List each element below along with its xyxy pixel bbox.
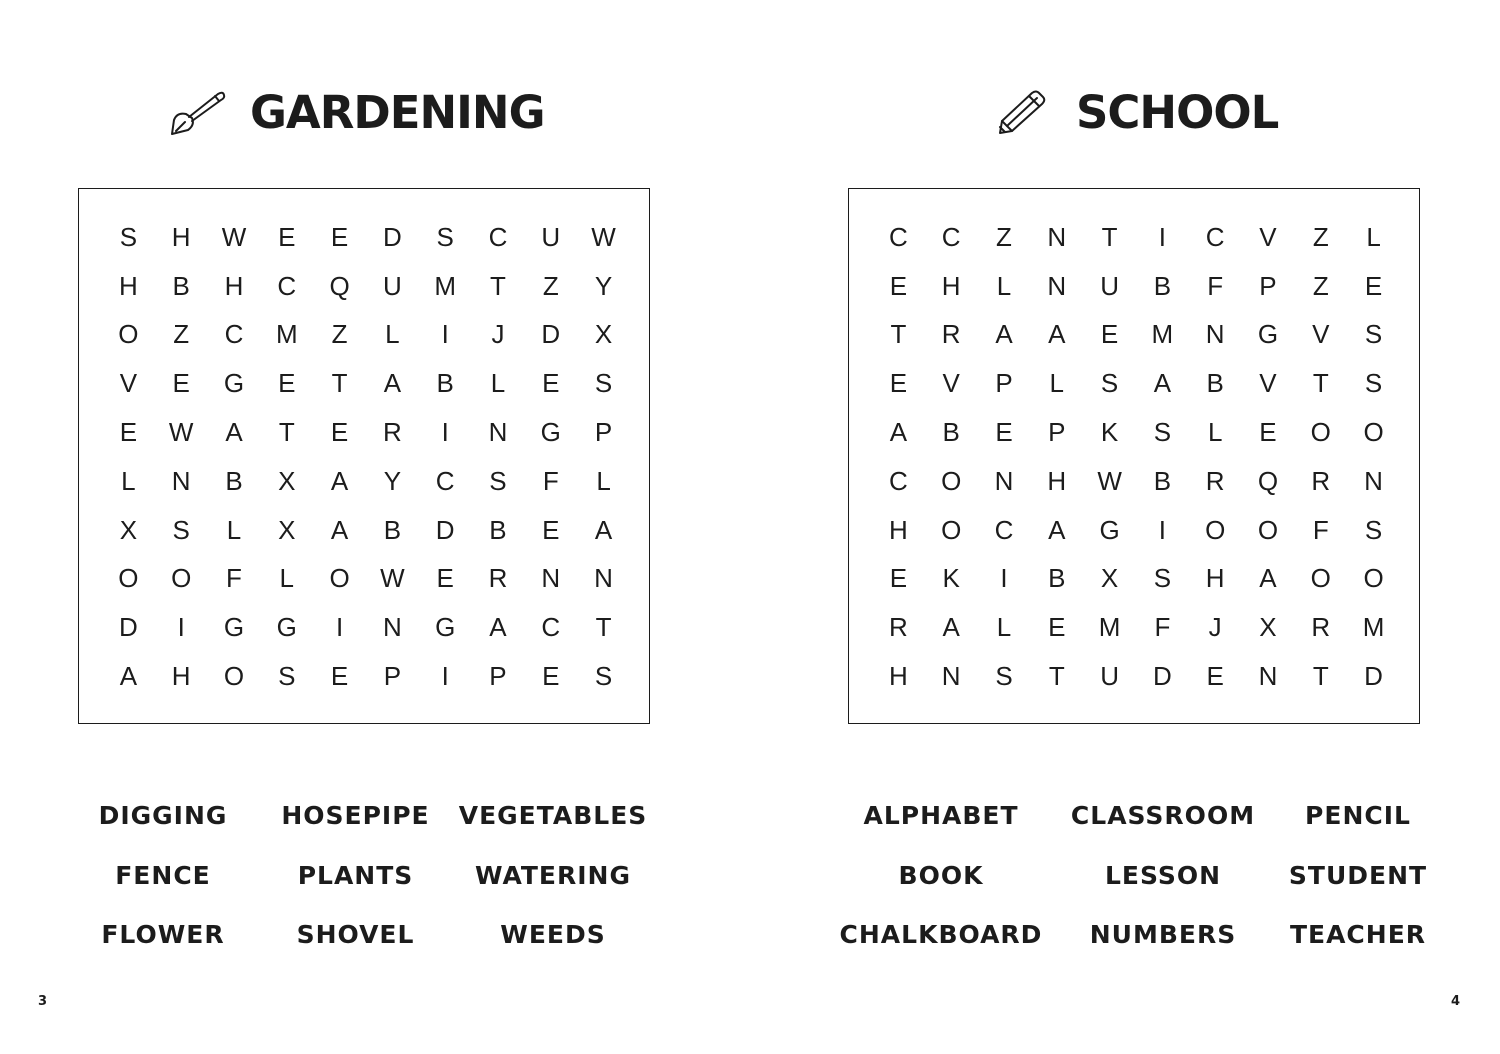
grid-letter[interactable]: O (941, 465, 962, 496)
grid-letter[interactable]: P (383, 661, 402, 692)
grid-letter[interactable]: R (488, 563, 508, 594)
word-search-grid (848, 188, 1420, 724)
grid-letter[interactable]: T (1048, 661, 1065, 692)
grid-letter[interactable]: A (942, 612, 960, 643)
grid-letter[interactable]: W (591, 221, 616, 252)
grid-letter[interactable]: N (594, 563, 613, 594)
grid-letter[interactable]: Y (594, 270, 613, 301)
grid-letter[interactable]: P (1048, 417, 1066, 448)
grid-letter[interactable]: N (994, 465, 1014, 496)
grid-letter[interactable]: B (1048, 563, 1066, 594)
search-word: STUDENT (1288, 860, 1428, 890)
grid-letter[interactable]: Z (1312, 221, 1329, 252)
grid-letter[interactable]: K (1100, 417, 1119, 448)
grid-letter[interactable]: I (1158, 514, 1166, 545)
search-word: HOSEPIPE (281, 801, 430, 831)
grid-letter[interactable]: H (119, 270, 138, 301)
gardening-heading (168, 84, 545, 140)
grid-letter[interactable]: P (594, 417, 613, 448)
grid-letter[interactable]: C (889, 221, 908, 252)
grid-letter[interactable]: T (1312, 661, 1329, 692)
grid-letter[interactable]: N (382, 612, 402, 643)
grid-letter[interactable]: X (278, 514, 296, 545)
grid-letter[interactable]: N (1205, 319, 1225, 350)
right-page (750, 0, 1500, 1054)
grid-letter[interactable]: F (1207, 270, 1224, 301)
grid-letter[interactable]: E (119, 417, 138, 448)
grid-letter[interactable]: O (329, 563, 350, 594)
grid-letter[interactable]: L (385, 319, 400, 350)
grid-letter[interactable]: P (995, 368, 1013, 399)
grid-letter[interactable]: S (1364, 319, 1383, 350)
grid-letter[interactable]: T (595, 612, 612, 643)
search-word: LESSON (1104, 860, 1222, 890)
grid-letter[interactable]: I (1158, 221, 1166, 252)
grid-letter[interactable]: D (382, 221, 402, 252)
grid-letter[interactable]: E (889, 270, 908, 301)
grid-letter[interactable]: N (488, 417, 508, 448)
grid-letter[interactable]: A (330, 514, 349, 545)
grid-letter[interactable]: X (278, 465, 296, 496)
search-word: WEEDS (500, 920, 606, 950)
grid-letter[interactable]: D (1152, 661, 1172, 692)
grid-letter[interactable]: A (489, 612, 507, 643)
grid-letter[interactable]: Z (331, 319, 348, 350)
grid-letter[interactable]: N (1047, 270, 1067, 301)
grid-letter[interactable]: C (1205, 221, 1225, 252)
grid-letter[interactable]: T (490, 270, 506, 301)
grid-letter[interactable]: U (382, 270, 402, 301)
word-list (830, 786, 1442, 965)
page-title: GARDENING (250, 85, 545, 139)
grid-letter[interactable]: R (889, 612, 908, 643)
grid-letter[interactable]: E (1048, 612, 1066, 643)
grid-letter[interactable]: L (490, 368, 506, 399)
grid-letter[interactable]: B (383, 514, 402, 545)
letter-grid (102, 213, 630, 701)
grid-letter[interactable]: E (330, 661, 349, 692)
search-word: CLASSROOM (1070, 801, 1256, 831)
grid-letter[interactable]: E (995, 417, 1013, 448)
grid-letter[interactable]: B (172, 270, 190, 301)
grid-letter[interactable]: M (275, 319, 298, 350)
grid-letter[interactable]: L (1049, 368, 1065, 399)
word-search-grid (78, 188, 650, 724)
grid-letter[interactable]: A (330, 465, 349, 496)
trowel-icon (168, 87, 228, 137)
grid-letter[interactable]: H (171, 661, 191, 692)
grid-letter[interactable]: J (1208, 612, 1222, 643)
grid-letter[interactable]: C (277, 270, 297, 301)
page-title: SCHOOL (1076, 85, 1279, 139)
grid-letter[interactable]: T (890, 319, 907, 350)
grid-letter[interactable]: C (541, 612, 561, 643)
grid-letter[interactable]: C (994, 514, 1014, 545)
page-number: 4 (1451, 994, 1461, 1009)
grid-letter[interactable]: O (118, 563, 139, 594)
school-heading (994, 84, 1278, 140)
grid-letter[interactable]: Q (329, 270, 350, 301)
grid-letter[interactable]: I (335, 612, 344, 643)
grid-letter[interactable]: L (1366, 221, 1381, 252)
grid-letter[interactable]: E (330, 221, 349, 252)
page-number: 3 (38, 994, 48, 1009)
grid-letter[interactable]: R (1205, 465, 1225, 496)
grid-letter[interactable]: W (1097, 465, 1122, 496)
grid-letter[interactable]: R (1311, 465, 1331, 496)
grid-letter[interactable]: S (1153, 417, 1172, 448)
grid-letter[interactable]: U (1100, 270, 1119, 301)
grid-letter[interactable]: E (278, 221, 296, 252)
grid-letter[interactable]: E (542, 368, 560, 399)
grid-letter[interactable]: S (1100, 368, 1119, 399)
grid-letter[interactable]: V (1259, 368, 1277, 399)
grid-letter[interactable]: W (380, 563, 405, 594)
word-list (58, 786, 663, 965)
grid-letter[interactable]: A (225, 417, 243, 448)
grid-letter[interactable]: G (1257, 319, 1279, 350)
grid-letter[interactable]: F (226, 563, 242, 594)
grid-letter[interactable]: G (540, 417, 561, 448)
grid-letter[interactable]: P (489, 661, 507, 692)
grid-letter[interactable]: N (1364, 465, 1383, 496)
grid-letter[interactable]: F (542, 465, 559, 496)
grid-letter[interactable]: V (1259, 221, 1277, 252)
grid-letter[interactable]: X (1259, 612, 1277, 643)
grid-letter[interactable]: L (596, 465, 611, 496)
grid-letter[interactable]: S (594, 368, 613, 399)
grid-letter[interactable]: S (1364, 514, 1383, 545)
grid-letter[interactable]: G (276, 612, 297, 643)
grid-letter[interactable]: E (1259, 417, 1277, 448)
pencil-icon (994, 87, 1054, 137)
grid-letter[interactable]: S (172, 514, 190, 545)
grid-letter[interactable]: S (1364, 368, 1383, 399)
grid-letter[interactable]: A (594, 514, 613, 545)
grid-letter[interactable]: L (996, 270, 1012, 301)
search-word: PLANTS (297, 860, 414, 890)
grid-letter[interactable]: S (995, 661, 1013, 692)
grid-letter[interactable]: I (177, 612, 185, 643)
grid-letter[interactable]: D (541, 319, 561, 350)
grid-letter[interactable]: H (889, 661, 908, 692)
grid-letter[interactable]: C (889, 465, 908, 496)
grid-letter[interactable]: G (1099, 514, 1120, 545)
search-word: BOOK (898, 860, 984, 890)
grid-letter[interactable]: E (330, 417, 349, 448)
grid-letter[interactable]: N (1047, 221, 1067, 252)
grid-letter[interactable]: I (441, 661, 449, 692)
search-word: NUMBERS (1089, 920, 1237, 950)
search-word: ALPHABET (863, 801, 1019, 831)
grid-letter[interactable]: O (223, 661, 245, 692)
grid-letter[interactable]: X (1100, 563, 1119, 594)
grid-letter[interactable]: B (942, 417, 960, 448)
grid-letter[interactable]: G (435, 612, 456, 643)
grid-letter[interactable]: B (1206, 368, 1224, 399)
search-word: FLOWER (101, 920, 225, 950)
grid-letter[interactable]: A (1153, 368, 1172, 399)
grid-letter[interactable]: K (942, 563, 960, 594)
grid-letter[interactable]: A (1048, 514, 1066, 545)
grid-letter[interactable]: E (889, 368, 908, 399)
grid-letter[interactable]: I (441, 417, 449, 448)
grid-letter[interactable]: L (226, 514, 242, 545)
grid-letter[interactable]: L (121, 465, 136, 496)
grid-letter[interactable]: S (436, 221, 454, 252)
grid-letter[interactable]: B (1153, 270, 1172, 301)
grid-letter[interactable]: F (1154, 612, 1171, 643)
grid-letter[interactable]: U (1100, 661, 1119, 692)
grid-letter[interactable]: E (1206, 661, 1224, 692)
grid-letter[interactable]: U (541, 221, 561, 252)
grid-letter[interactable]: T (278, 417, 295, 448)
grid-letter[interactable]: S (489, 465, 507, 496)
grid-letter[interactable]: C (224, 319, 244, 350)
grid-letter[interactable]: S (119, 221, 138, 252)
grid-letter[interactable]: S (594, 661, 613, 692)
grid-letter[interactable]: B (489, 514, 507, 545)
grid-letter[interactable]: C (435, 465, 455, 496)
grid-letter[interactable]: E (542, 514, 560, 545)
grid-letter[interactable]: A (889, 417, 908, 448)
grid-letter[interactable]: F (1312, 514, 1329, 545)
grid-letter[interactable]: X (119, 514, 138, 545)
grid-letter[interactable]: E (542, 661, 560, 692)
search-word: CHALKBOARD (839, 920, 1043, 950)
grid-letter[interactable]: R (941, 319, 961, 350)
grid-letter[interactable]: V (1312, 319, 1330, 350)
search-word: TEACHER (1289, 920, 1427, 950)
grid-letter[interactable]: S (1153, 563, 1172, 594)
grid-letter[interactable]: B (1153, 465, 1172, 496)
grid-letter[interactable]: A (119, 661, 138, 692)
search-word: SHOVEL (296, 920, 415, 950)
letter-grid (872, 213, 1400, 701)
grid-letter[interactable]: I (1000, 563, 1008, 594)
grid-letter[interactable]: Z (996, 221, 1012, 252)
grid-letter[interactable]: H (1205, 563, 1225, 594)
grid-letter[interactable]: O (171, 563, 192, 594)
grid-letter[interactable]: H (224, 270, 244, 301)
search-word: VEGETABLES (458, 801, 648, 831)
grid-letter[interactable]: T (331, 368, 348, 399)
search-word: PENCIL (1305, 801, 1411, 831)
grid-letter[interactable]: I (441, 319, 449, 350)
grid-letter[interactable]: G (223, 368, 245, 399)
grid-letter[interactable]: O (941, 514, 962, 545)
grid-letter[interactable]: O (1310, 417, 1331, 448)
grid-letter[interactable]: O (1205, 514, 1226, 545)
grid-letter[interactable]: N (541, 563, 561, 594)
grid-letter[interactable]: A (995, 319, 1013, 350)
grid-letter[interactable]: O (118, 319, 139, 350)
grid-letter[interactable]: L (279, 563, 295, 594)
grid-letter[interactable]: E (278, 368, 296, 399)
grid-letter[interactable]: M (1362, 612, 1385, 643)
grid-letter[interactable]: B (225, 465, 243, 496)
search-word: DIGGING (98, 801, 228, 831)
grid-letter[interactable]: V (942, 368, 960, 399)
grid-letter[interactable]: N (171, 465, 191, 496)
grid-letter[interactable]: D (119, 612, 138, 643)
grid-letter[interactable]: Z (542, 270, 559, 301)
grid-letter[interactable]: G (223, 612, 245, 643)
grid-letter[interactable]: M (434, 270, 457, 301)
grid-letter[interactable]: O (1257, 514, 1279, 545)
grid-letter[interactable]: O (1363, 563, 1384, 594)
grid-letter[interactable]: E (172, 368, 190, 399)
grid-letter[interactable]: Q (1257, 465, 1279, 496)
grid-letter[interactable]: A (383, 368, 402, 399)
grid-letter[interactable]: C (488, 221, 508, 252)
grid-letter[interactable]: E (1364, 270, 1383, 301)
grid-letter[interactable]: Z (1312, 270, 1329, 301)
grid-letter[interactable]: Z (173, 319, 190, 350)
grid-letter[interactable]: W (221, 221, 247, 252)
grid-letter[interactable]: X (594, 319, 613, 350)
grid-letter[interactable]: C (941, 221, 961, 252)
grid-letter[interactable]: E (436, 563, 454, 594)
search-word: FENCE (115, 860, 211, 890)
grid-letter[interactable]: M (1098, 612, 1121, 643)
grid-letter[interactable]: R (1311, 612, 1331, 643)
grid-letter[interactable]: D (435, 514, 455, 545)
grid-letter[interactable]: O (1363, 417, 1384, 448)
grid-letter[interactable]: B (436, 368, 454, 399)
grid-letter[interactable]: N (941, 661, 961, 692)
grid-letter[interactable]: T (1312, 368, 1329, 399)
grid-letter[interactable]: Y (383, 465, 402, 496)
grid-letter[interactable]: M (1151, 319, 1174, 350)
search-word: WATERING (475, 860, 631, 890)
grid-letter[interactable]: O (1310, 563, 1331, 594)
grid-letter[interactable]: J (491, 319, 505, 350)
grid-letter[interactable]: A (1048, 319, 1066, 350)
grid-letter[interactable]: S (278, 661, 296, 692)
grid-letter[interactable]: D (1364, 661, 1383, 692)
grid-letter[interactable]: E (1100, 319, 1119, 350)
grid-letter[interactable]: P (1259, 270, 1277, 301)
grid-letter[interactable]: E (889, 563, 908, 594)
grid-letter[interactable]: W (168, 417, 194, 448)
grid-letter[interactable]: H (889, 514, 908, 545)
grid-letter[interactable]: A (1259, 563, 1277, 594)
grid-letter[interactable]: H (171, 221, 191, 252)
grid-letter[interactable]: R (382, 417, 402, 448)
grid-letter[interactable]: H (941, 270, 961, 301)
grid-letter[interactable]: T (1101, 221, 1118, 252)
grid-letter[interactable]: L (1207, 417, 1223, 448)
grid-letter[interactable]: H (1047, 465, 1067, 496)
grid-letter[interactable]: L (996, 612, 1012, 643)
grid-letter[interactable]: V (119, 368, 138, 399)
grid-letter[interactable]: N (1258, 661, 1278, 692)
